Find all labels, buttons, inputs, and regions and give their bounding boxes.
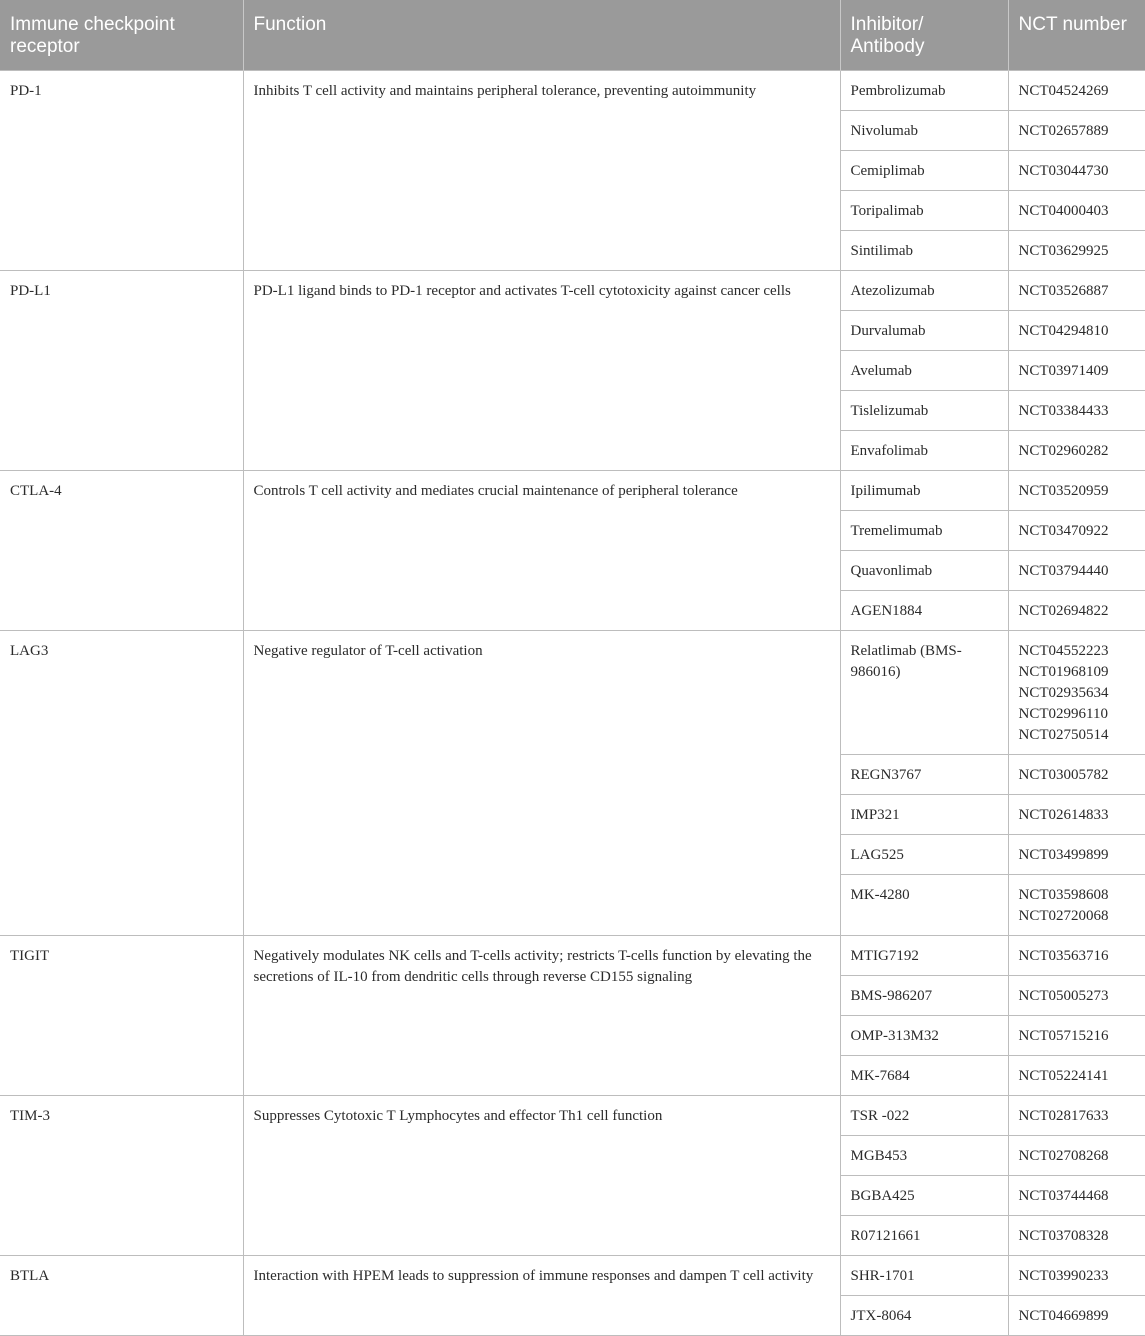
nct-cell (1008, 271, 1145, 311)
nct-cell (1008, 1096, 1145, 1136)
nct-number: NCT02694822 (1018, 603, 1109, 619)
inhibitor-cell: MK-4280 (840, 875, 1008, 936)
nct-cell (1008, 511, 1145, 551)
inhibitor-cell: BGBA425 (840, 1176, 1008, 1216)
table-row (0, 936, 1145, 976)
receptor-cell: LAG3 (0, 631, 243, 936)
table-row (0, 1256, 1145, 1296)
nct-cell (1008, 755, 1145, 795)
nct-cell (1008, 1176, 1145, 1216)
nct-cell (1008, 151, 1145, 191)
nct-number: NCT02817633 (1018, 1108, 1109, 1124)
nct-number: NCT03520959 (1018, 483, 1109, 499)
nct-number: NCT02708268 (1018, 1148, 1109, 1164)
nct-number: NCT02960282 (1018, 443, 1109, 459)
nct-number: NCT02935634 (1018, 685, 1109, 701)
inhibitor-cell: Nivolumab (840, 111, 1008, 151)
nct-cell (1008, 1216, 1145, 1256)
inhibitor-cell: AGEN1884 (840, 591, 1008, 631)
nct-cell (1008, 795, 1145, 835)
nct-cell (1008, 976, 1145, 1016)
nct-cell (1008, 591, 1145, 631)
nct-number: NCT02614833 (1018, 807, 1109, 823)
nct-number: NCT03708328 (1018, 1228, 1109, 1244)
function-cell: Interaction with HPEM leads to suppression of immune responses and dampen T cell activity (243, 1256, 840, 1336)
nct-cell (1008, 351, 1145, 391)
function-cell: Negatively modulates NK cells and T-cells activity; restricts T-cells function by elevating the secretions of IL-10 from dendritic cells through reverse CD155 signaling (243, 936, 840, 1096)
header-row (0, 0, 1145, 71)
receptor-cell: PD-L1 (0, 271, 243, 471)
nct-cell (1008, 191, 1145, 231)
nct-number: NCT03563716 (1018, 948, 1109, 964)
inhibitor-cell: Relatlimab (BMS-986016) (840, 631, 1008, 755)
nct-cell (1008, 471, 1145, 511)
inhibitor-cell: MGB453 (840, 1136, 1008, 1176)
nct-number: NCT03044730 (1018, 163, 1109, 179)
inhibitor-cell: JTX-8064 (840, 1296, 1008, 1336)
nct-cell (1008, 631, 1145, 755)
inhibitor-cell: Pembrolizumab (840, 71, 1008, 111)
inhibitor-cell: SHR-1701 (840, 1256, 1008, 1296)
inhibitor-cell: Cemiplimab (840, 151, 1008, 191)
nct-number: NCT04552223 (1018, 643, 1109, 659)
table-body (0, 71, 1145, 1336)
table-row (0, 471, 1145, 511)
table-row (0, 271, 1145, 311)
nct-number: NCT05715216 (1018, 1028, 1109, 1044)
nct-cell (1008, 936, 1145, 976)
inhibitor-cell: R07121661 (840, 1216, 1008, 1256)
nct-cell (1008, 1056, 1145, 1096)
nct-cell (1008, 551, 1145, 591)
nct-cell (1008, 231, 1145, 271)
function-cell: Inhibits T cell activity and maintains peripheral tolerance, preventing autoimmunity (243, 71, 840, 271)
nct-number: NCT04294810 (1018, 323, 1109, 339)
nct-cell (1008, 71, 1145, 111)
nct-number: NCT03384433 (1018, 403, 1109, 419)
function-cell: PD-L1 ligand binds to PD-1 receptor and activates T-cell cytotoxicity against cancer cells (243, 271, 840, 471)
nct-number: NCT04524269 (1018, 83, 1109, 99)
nct-number: NCT03499899 (1018, 847, 1109, 863)
nct-cell (1008, 1296, 1145, 1336)
nct-number: NCT04669899 (1018, 1308, 1109, 1324)
header-nct: NCT number (1008, 0, 1145, 71)
nct-number: NCT03794440 (1018, 563, 1109, 579)
inhibitor-cell: Tislelizumab (840, 391, 1008, 431)
nct-number: NCT03598608 (1018, 887, 1109, 903)
nct-number: NCT03526887 (1018, 283, 1109, 299)
inhibitor-cell: Avelumab (840, 351, 1008, 391)
nct-number: NCT05005273 (1018, 988, 1109, 1004)
nct-number: NCT03990233 (1018, 1268, 1109, 1284)
nct-number: NCT02996110 (1018, 706, 1108, 722)
table-row (0, 1096, 1145, 1136)
inhibitor-cell: OMP-313M32 (840, 1016, 1008, 1056)
inhibitor-cell: Ipilimumab (840, 471, 1008, 511)
nct-number: NCT05224141 (1018, 1068, 1109, 1084)
inhibitor-cell: REGN3767 (840, 755, 1008, 795)
inhibitor-cell: MK-7684 (840, 1056, 1008, 1096)
receptor-cell: BTLA (0, 1256, 243, 1336)
header-function: Function (243, 0, 840, 71)
nct-number: NCT02657889 (1018, 123, 1109, 139)
receptor-cell: TIGIT (0, 936, 243, 1096)
function-cell: Negative regulator of T-cell activation (243, 631, 840, 936)
header-inhibitor: Inhibitor/ Antibody (840, 0, 1008, 71)
nct-cell (1008, 1136, 1145, 1176)
nct-cell (1008, 111, 1145, 151)
inhibitor-cell: LAG525 (840, 835, 1008, 875)
receptor-cell: PD-1 (0, 71, 243, 271)
inhibitor-cell: Sintilimab (840, 231, 1008, 271)
nct-number: NCT02720068 (1018, 908, 1109, 924)
nct-number: NCT03629925 (1018, 243, 1109, 259)
receptor-cell: CTLA-4 (0, 471, 243, 631)
inhibitor-cell: TSR -022 (840, 1096, 1008, 1136)
inhibitor-cell: MTIG7192 (840, 936, 1008, 976)
inhibitor-cell: BMS-986207 (840, 976, 1008, 1016)
table-row (0, 71, 1145, 111)
nct-cell (1008, 311, 1145, 351)
nct-number: NCT03744468 (1018, 1188, 1109, 1204)
inhibitor-cell: Toripalimab (840, 191, 1008, 231)
inhibitor-cell: Tremelimumab (840, 511, 1008, 551)
table-row (0, 631, 1145, 755)
nct-number: NCT02750514 (1018, 727, 1109, 743)
nct-cell (1008, 431, 1145, 471)
inhibitor-cell: Quavonlimab (840, 551, 1008, 591)
nct-cell (1008, 391, 1145, 431)
header-receptor: Immune checkpoint receptor (0, 0, 243, 71)
function-cell: Controls T cell activity and mediates crucial maintenance of peripheral tolerance (243, 471, 840, 631)
inhibitor-cell: IMP321 (840, 795, 1008, 835)
inhibitor-cell: Atezolizumab (840, 271, 1008, 311)
inhibitor-cell: Durvalumab (840, 311, 1008, 351)
nct-number: NCT04000403 (1018, 203, 1109, 219)
nct-cell (1008, 1256, 1145, 1296)
nct-cell (1008, 875, 1145, 936)
nct-cell (1008, 835, 1145, 875)
nct-cell (1008, 1016, 1145, 1056)
nct-number: NCT03971409 (1018, 363, 1109, 379)
nct-number: NCT03470922 (1018, 523, 1109, 539)
nct-number: NCT01968109 (1018, 664, 1109, 680)
function-cell: Suppresses Cytotoxic T Lymphocytes and effector Th1 cell function (243, 1096, 840, 1256)
receptor-cell: TIM-3 (0, 1096, 243, 1256)
inhibitor-cell: Envafolimab (840, 431, 1008, 471)
nct-number: NCT03005782 (1018, 767, 1109, 783)
